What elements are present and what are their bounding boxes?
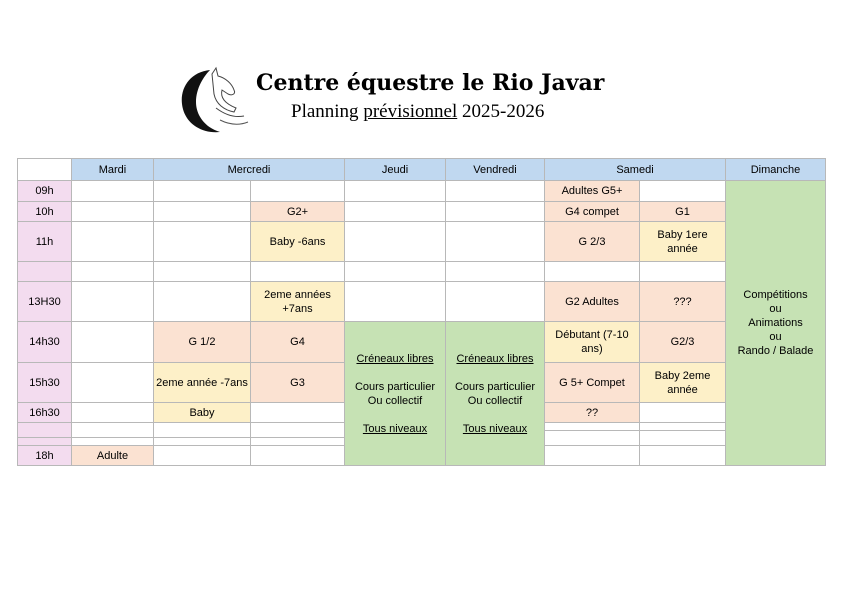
page-subtitle: Planning prévisionnel 2025-2026 xyxy=(291,101,545,122)
slot-cell: Débutant (7-10 ans) xyxy=(545,322,640,363)
empty-cell xyxy=(251,403,345,423)
empty-cell xyxy=(251,262,345,282)
slot-cell: Baby xyxy=(154,403,251,423)
empty-cell xyxy=(154,282,251,322)
empty-cell xyxy=(640,446,726,466)
empty-cell xyxy=(154,222,251,262)
sunday-block: Compétitions ou Animations ou Rando / Balade xyxy=(726,181,826,466)
slot-cell: Adultes G5+ xyxy=(545,181,640,202)
time-cell xyxy=(18,262,72,282)
table-row xyxy=(18,202,826,222)
time-cell xyxy=(18,438,72,446)
slot-cell: G2/3 xyxy=(640,322,726,363)
schedule-table xyxy=(17,158,826,466)
slot-cell: G 1/2 xyxy=(154,322,251,363)
day-header-dimanche: Dimanche xyxy=(726,159,826,181)
time-cell: 11h xyxy=(18,222,72,262)
empty-cell xyxy=(345,181,446,202)
empty-cell xyxy=(446,202,545,222)
empty-cell xyxy=(345,282,446,322)
slot-cell: G2+ xyxy=(251,202,345,222)
empty-cell xyxy=(154,202,251,222)
slot-cell: G1 xyxy=(640,202,726,222)
day-header-vendredi: Vendredi xyxy=(446,159,545,181)
table-row xyxy=(18,181,826,202)
empty-cell xyxy=(545,423,640,431)
empty-cell xyxy=(154,446,251,466)
free-slot-block-vendredi: Créneaux libres Cours particulier Ou collectif Tous niveaux xyxy=(446,322,545,466)
slot-cell: G 5+ Compet xyxy=(545,363,640,403)
day-header-mardi: Mardi xyxy=(72,159,154,181)
empty-cell xyxy=(640,403,726,423)
slot-cell: G2 Adultes xyxy=(545,282,640,322)
table-row xyxy=(18,322,826,363)
table-row xyxy=(18,282,826,322)
empty-cell xyxy=(640,423,726,431)
slot-cell: ?? xyxy=(545,403,640,423)
slot-cell: ??? xyxy=(640,282,726,322)
time-cell: 15h30 xyxy=(18,363,72,403)
empty-cell xyxy=(72,181,154,202)
document-header xyxy=(0,0,842,150)
time-cell: 16h30 xyxy=(18,403,72,423)
slot-cell: G4 xyxy=(251,322,345,363)
time-cell: 13H30 xyxy=(18,282,72,322)
empty-cell xyxy=(72,363,154,403)
time-cell xyxy=(18,423,72,438)
empty-cell xyxy=(640,262,726,282)
slot-cell: Baby 2eme année xyxy=(640,363,726,403)
time-cell: 09h xyxy=(18,181,72,202)
table-header-row xyxy=(18,159,826,181)
slot-cell: Baby 1ere année xyxy=(640,222,726,262)
empty-cell xyxy=(640,431,726,446)
empty-cell xyxy=(446,181,545,202)
empty-cell xyxy=(251,446,345,466)
empty-cell xyxy=(72,322,154,363)
time-cell: 14h30 xyxy=(18,322,72,363)
empty-cell xyxy=(545,262,640,282)
empty-cell xyxy=(72,282,154,322)
table-row xyxy=(18,222,826,262)
corner-cell xyxy=(18,159,72,181)
empty-cell xyxy=(154,181,251,202)
time-cell: 10h xyxy=(18,202,72,222)
slot-cell: G 2/3 xyxy=(545,222,640,262)
day-header-jeudi: Jeudi xyxy=(345,159,446,181)
empty-cell xyxy=(345,222,446,262)
empty-cell xyxy=(251,423,345,438)
free-slot-block-jeudi: Créneaux libres Cours particulier Ou collectif Tous niveaux xyxy=(345,322,446,466)
empty-cell xyxy=(154,438,251,446)
empty-cell xyxy=(154,423,251,438)
empty-cell xyxy=(72,222,154,262)
empty-cell xyxy=(345,202,446,222)
day-header-samedi: Samedi xyxy=(545,159,726,181)
empty-cell xyxy=(72,423,154,438)
day-header-mercredi: Mercredi xyxy=(154,159,345,181)
slot-cell: 2eme année -7ans xyxy=(154,363,251,403)
empty-cell xyxy=(251,181,345,202)
empty-cell xyxy=(72,403,154,423)
empty-cell xyxy=(640,181,726,202)
empty-cell xyxy=(345,262,446,282)
slot-cell: G4 compet xyxy=(545,202,640,222)
empty-cell xyxy=(545,446,640,466)
slot-cell: Adulte xyxy=(72,446,154,466)
table-row xyxy=(18,262,826,282)
empty-cell xyxy=(446,262,545,282)
empty-cell xyxy=(251,438,345,446)
empty-cell xyxy=(545,431,640,446)
slot-cell: 2eme années +7ans xyxy=(251,282,345,322)
empty-cell xyxy=(446,282,545,322)
empty-cell xyxy=(72,202,154,222)
slot-cell: Baby -6ans xyxy=(251,222,345,262)
empty-cell xyxy=(154,262,251,282)
empty-cell xyxy=(72,262,154,282)
slot-cell: G3 xyxy=(251,363,345,403)
empty-cell xyxy=(72,438,154,446)
horse-crescent-logo-icon xyxy=(176,64,254,136)
page-title: Centre équestre le Rio Javar xyxy=(256,70,605,96)
time-cell: 18h xyxy=(18,446,72,466)
empty-cell xyxy=(446,222,545,262)
